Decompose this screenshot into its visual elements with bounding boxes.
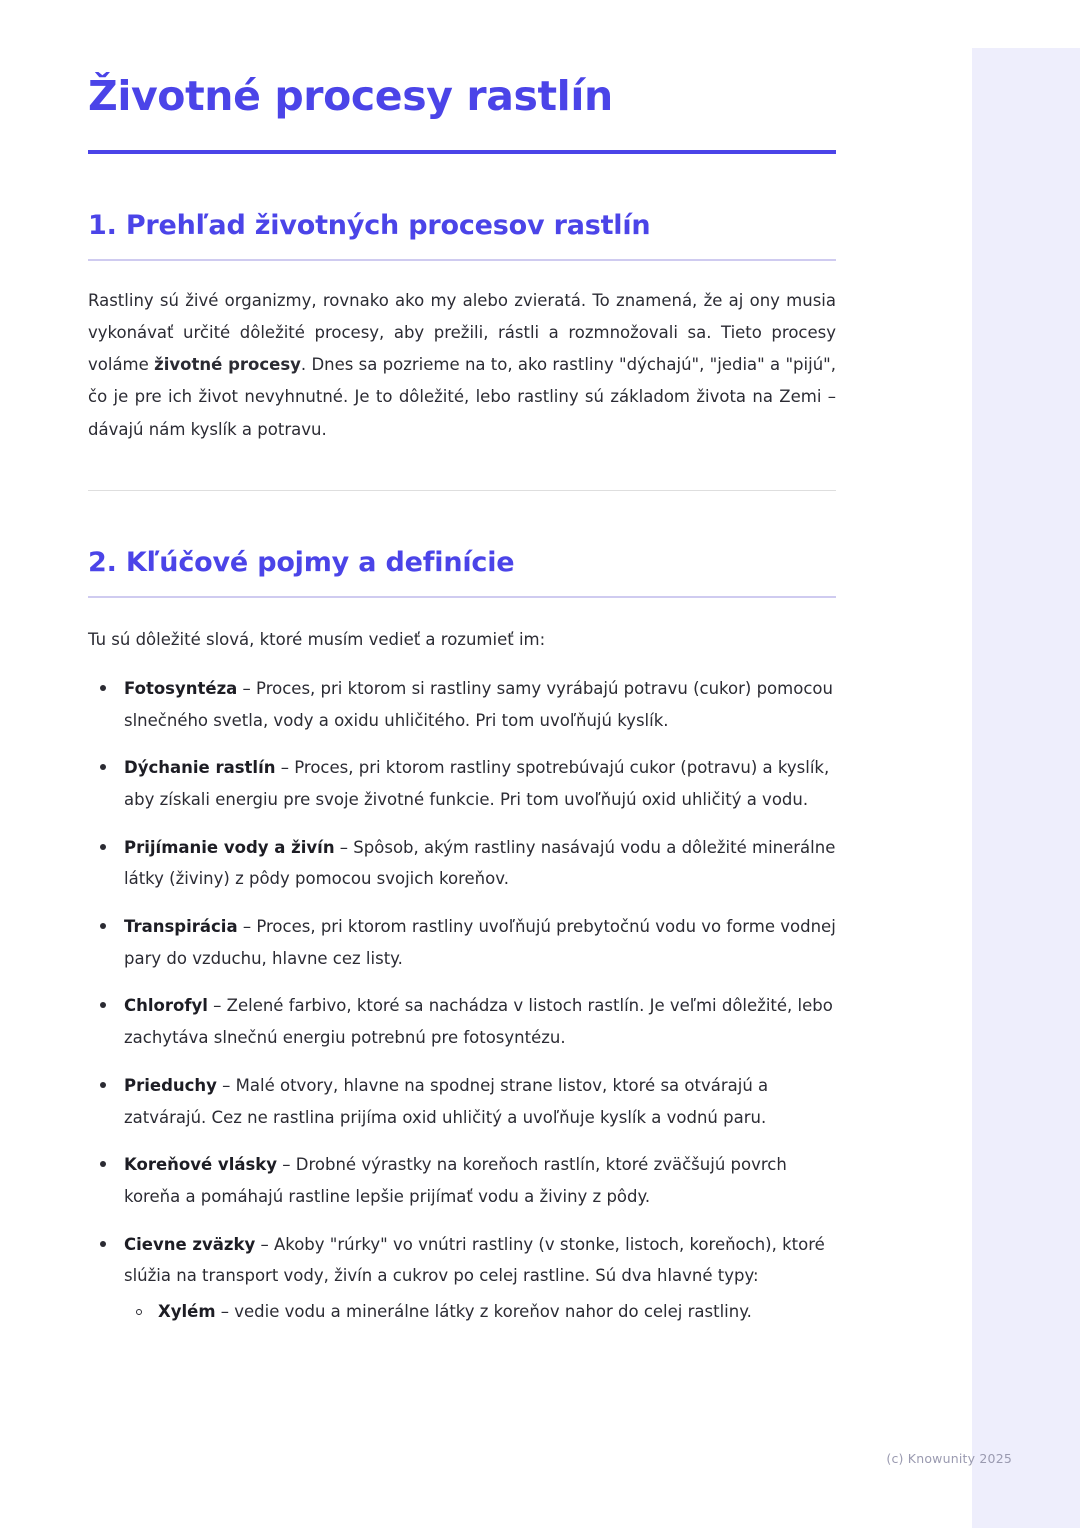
term-label: Cievne zväzky [124, 1234, 256, 1254]
term-definition: – Zelené farbivo, ktoré sa nachádza v listoch rastlín. Je veľmi dôležité, lebo zachytáva slnečnú energiu potrebnú pre fotosyntézu. [124, 996, 833, 1048]
term-label: Prijímanie vody a živín [124, 837, 335, 857]
sub-term-definition: – vedie vodu a minerálne látky z koreňov nahor do celej rastliny. [215, 1301, 752, 1321]
list-item [124, 1296, 836, 1327]
section-1-paragraph [88, 285, 836, 446]
term-label: Fotosyntéza [124, 679, 238, 699]
paragraph-part-1: Rastliny sú živé organizmy, rovnako ako my alebo zvieratá. To znamená, že aj ony musia vykonávať určité dôležité procesy, aby prežili, rástli a rozmnožovali sa. Tieto procesy voláme [88, 290, 836, 375]
section-2-heading: 2. Kľúčové pojmy a definície [88, 546, 515, 578]
list-item [88, 1070, 836, 1133]
section-2-divider [88, 596, 836, 598]
term-definition: – Proces, pri ktorom rastliny spotrebúvajú cukor (potravu) a kyslík, aby získali energiu pre svoje životné funkcie. Pri tom uvoľňujú oxid uhličitý a vodu. [124, 758, 830, 810]
section-1-divider [88, 259, 836, 261]
list-item [88, 1149, 836, 1212]
page-title: Životné procesy rastlín [88, 72, 613, 120]
list-item [88, 1229, 836, 1328]
list-item [88, 990, 836, 1053]
section-2-lead: Tu sú dôležité slová, ktoré musím vedieť a rozumieť im: [88, 629, 546, 649]
term-label: Chlorofyl [124, 996, 208, 1016]
term-label: Dýchanie rastlín [124, 758, 276, 778]
term-definition: – Spôsob, akým rastliny nasávajú vodu a dôležité minerálne látky (živiny) z pôdy pomocou svojich koreňov. [124, 837, 836, 889]
sub-term-label: Xylém [158, 1301, 216, 1321]
term-label: Prieduchy [124, 1075, 217, 1095]
watermark: (c) Knowunity 2025 [886, 1451, 1012, 1466]
section-1-heading: 1. Prehľad životných procesov rastlín [88, 209, 651, 241]
term-label: Transpirácia [124, 917, 238, 937]
list-item [88, 911, 836, 974]
term-definition: – Proces, pri ktorom rastliny uvoľňujú prebytočnú vodu vo forme vodnej pary do vzduchu, hlavne cez listy. [124, 917, 836, 968]
decorative-side-bar [972, 48, 1080, 1528]
section-separator [88, 490, 836, 491]
term-label: Koreňové vlásky [124, 1155, 278, 1175]
term-definition: – Drobné výrastky na koreňoch rastlín, ktoré zväčšujú povrch koreňa a pomáhajú rastline lepšie prijímať vodu a živiny z pôdy. [124, 1155, 787, 1206]
sub-terms-list [124, 1296, 836, 1327]
list-item [88, 673, 836, 736]
title-divider [88, 150, 836, 154]
terms-list [88, 673, 836, 1327]
term-definition: – Akoby "rúrky" vo vnútri rastliny (v stonke, listoch, koreňoch), ktoré slúžia na transport vody, živín a cukrov po celej rastline. Sú dva hlavné typy: [124, 1234, 825, 1286]
paragraph-bold-term: životné procesy [154, 355, 301, 375]
list-item [88, 752, 836, 815]
document-content [88, 74, 836, 1327]
term-definition: – Malé otvory, hlavne na spodnej strane listov, ktoré sa otvárajú a zatvárajú. Cez ne rastlina prijíma oxid uhličitý a uvoľňuje kyslík a vodnú paru. [124, 1075, 769, 1127]
term-definition: – Proces, pri ktorom si rastliny samy vyrábajú potravu (cukor) pomocou slnečného svetla, vody a oxidu uhličitého. Pri tom uvoľňujú kyslík. [124, 679, 833, 730]
paragraph-part-2: . Dnes sa pozrieme na to, ako rastliny "dýchajú", "jedia" a "pijú", čo je pre ich život nevyhnutné. Je to dôležité, lebo rastliny sú základom života na Zemi – dávajú nám kyslík a potravu. [88, 355, 836, 439]
list-item [88, 832, 836, 895]
